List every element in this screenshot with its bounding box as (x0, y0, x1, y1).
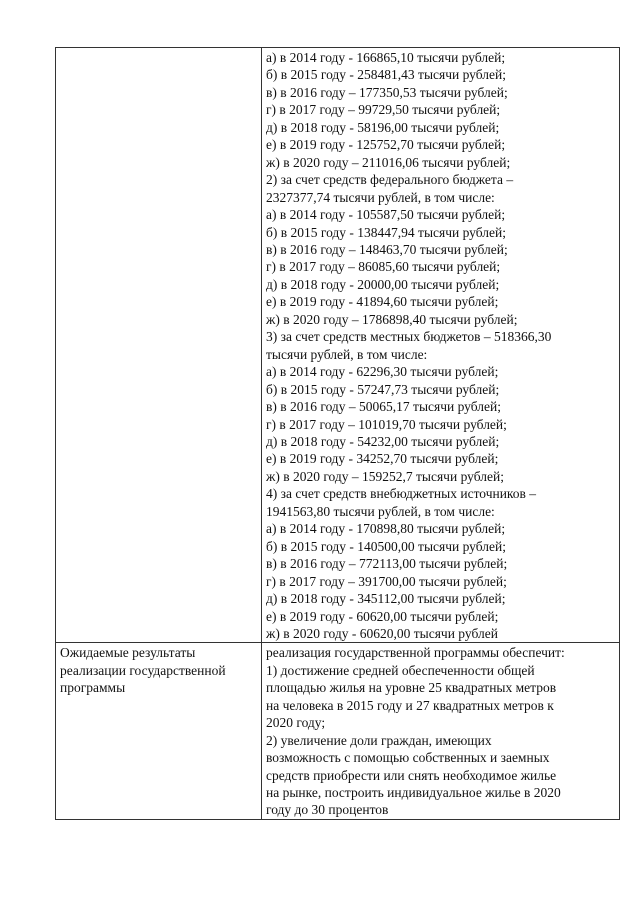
table-row-funding (56, 48, 620, 643)
funding-line: д) в 2018 году - 54232,00 тысячи рублей; (266, 433, 500, 449)
funding-line: д) в 2018 году - 345112,00 тысячи рублей; (266, 591, 506, 607)
funding-line: в) в 2016 году – 50065,17 тысячи рублей; (266, 399, 501, 415)
program-passport-table (55, 47, 620, 820)
funding-line: 3) за счет средств местных бюджетов – 518366,30 (266, 329, 552, 345)
funding-line: ж) в 2020 году – 1786898,40 тысячи рублей; (266, 311, 518, 327)
funding-line: е) в 2019 году - 41894,60 тысячи рублей; (266, 294, 499, 310)
funding-line: д) в 2018 году - 58196,00 тысячи рублей; (266, 119, 500, 135)
funding-line: г) в 2017 году – 86085,60 тысячи рублей; (266, 259, 501, 275)
results-label-line: реализации государственной (60, 662, 226, 678)
results-line: 2020 году; (266, 715, 326, 731)
results-label-line: Ожидаемые результаты (60, 645, 196, 661)
funding-line: 1941563,80 тысячи рублей, в том числе: (266, 503, 495, 519)
funding-label-cell (56, 48, 262, 643)
results-line: на человека в 2015 году и 27 квадратных метров к (266, 697, 554, 713)
results-line: площадью жилья на уровне 25 квадратных метров (266, 680, 557, 696)
funding-line: г) в 2017 году – 99729,50 тысячи рублей; (266, 102, 501, 118)
table-row-results (56, 643, 620, 820)
results-line: 1) достижение средней обеспеченности общей (266, 662, 535, 678)
funding-line: а) в 2014 году - 170898,80 тысячи рублей; (266, 521, 506, 537)
results-line: году до 30 процентов (266, 802, 389, 818)
results-line: реализация государственной программы обеспечит: (266, 645, 565, 661)
funding-line: б) в 2015 году - 140500,00 тысячи рублей; (266, 538, 506, 554)
funding-line: ж) в 2020 году - 60620,00 тысячи рублей (266, 625, 498, 641)
funding-line: а) в 2014 году - 166865,10 тысячи рублей; (266, 50, 506, 65)
results-line: средств приобрести или снять необходимое жилье (266, 767, 557, 783)
results-text (266, 643, 616, 819)
funding-line: а) в 2014 году - 105587,50 тысячи рублей; (266, 207, 506, 223)
results-line: возможность с помощью собственных и заемных (266, 750, 550, 766)
funding-line: б) в 2015 году - 258481,43 тысячи рублей; (266, 67, 506, 83)
results-label-cell (56, 643, 262, 820)
funding-line: 2327377,74 тысячи рублей, в том числе: (266, 189, 495, 205)
funding-line: в) в 2016 году – 177350,53 тысячи рублей; (266, 84, 508, 100)
funding-line: г) в 2017 году – 101019,70 тысячи рублей; (266, 416, 507, 432)
funding-line: ж) в 2020 году – 159252,7 тысячи рублей; (266, 468, 504, 484)
funding-line: б) в 2015 году - 57247,73 тысячи рублей; (266, 381, 500, 397)
funding-line: е) в 2019 году - 125752,70 тысячи рублей; (266, 137, 506, 153)
results-line: 2) увеличение доли граждан, имеющих (266, 732, 492, 748)
results-label-line: программы (60, 680, 126, 696)
funding-line: е) в 2019 году - 60620,00 тысячи рублей; (266, 608, 499, 624)
funding-line: д) в 2018 году - 20000,00 тысячи рублей; (266, 276, 500, 292)
results-value-cell (262, 643, 620, 820)
funding-line: ж) в 2020 году – 211016,06 тысячи рублей; (266, 154, 511, 170)
funding-text (266, 48, 616, 642)
funding-line: б) в 2015 году - 138447,94 тысячи рублей; (266, 224, 506, 240)
funding-line: тысячи рублей, в том числе: (266, 346, 428, 362)
funding-line: г) в 2017 году – 391700,00 тысячи рублей; (266, 573, 507, 589)
funding-value-cell (262, 48, 620, 643)
funding-line: 4) за счет средств внебюджетных источников – (266, 486, 537, 502)
funding-line: в) в 2016 году – 772113,00 тысячи рублей; (266, 556, 508, 572)
results-line: на рынке, построить индивидуальное жилье в 2020 (266, 785, 561, 801)
funding-line: в) в 2016 году – 148463,70 тысячи рублей; (266, 241, 508, 257)
funding-line: е) в 2019 году - 34252,70 тысячи рублей; (266, 451, 499, 467)
funding-line: 2) за счет средств федерального бюджета – (266, 172, 514, 188)
results-label (60, 643, 258, 696)
funding-line: а) в 2014 году - 62296,30 тысячи рублей; (266, 364, 499, 380)
